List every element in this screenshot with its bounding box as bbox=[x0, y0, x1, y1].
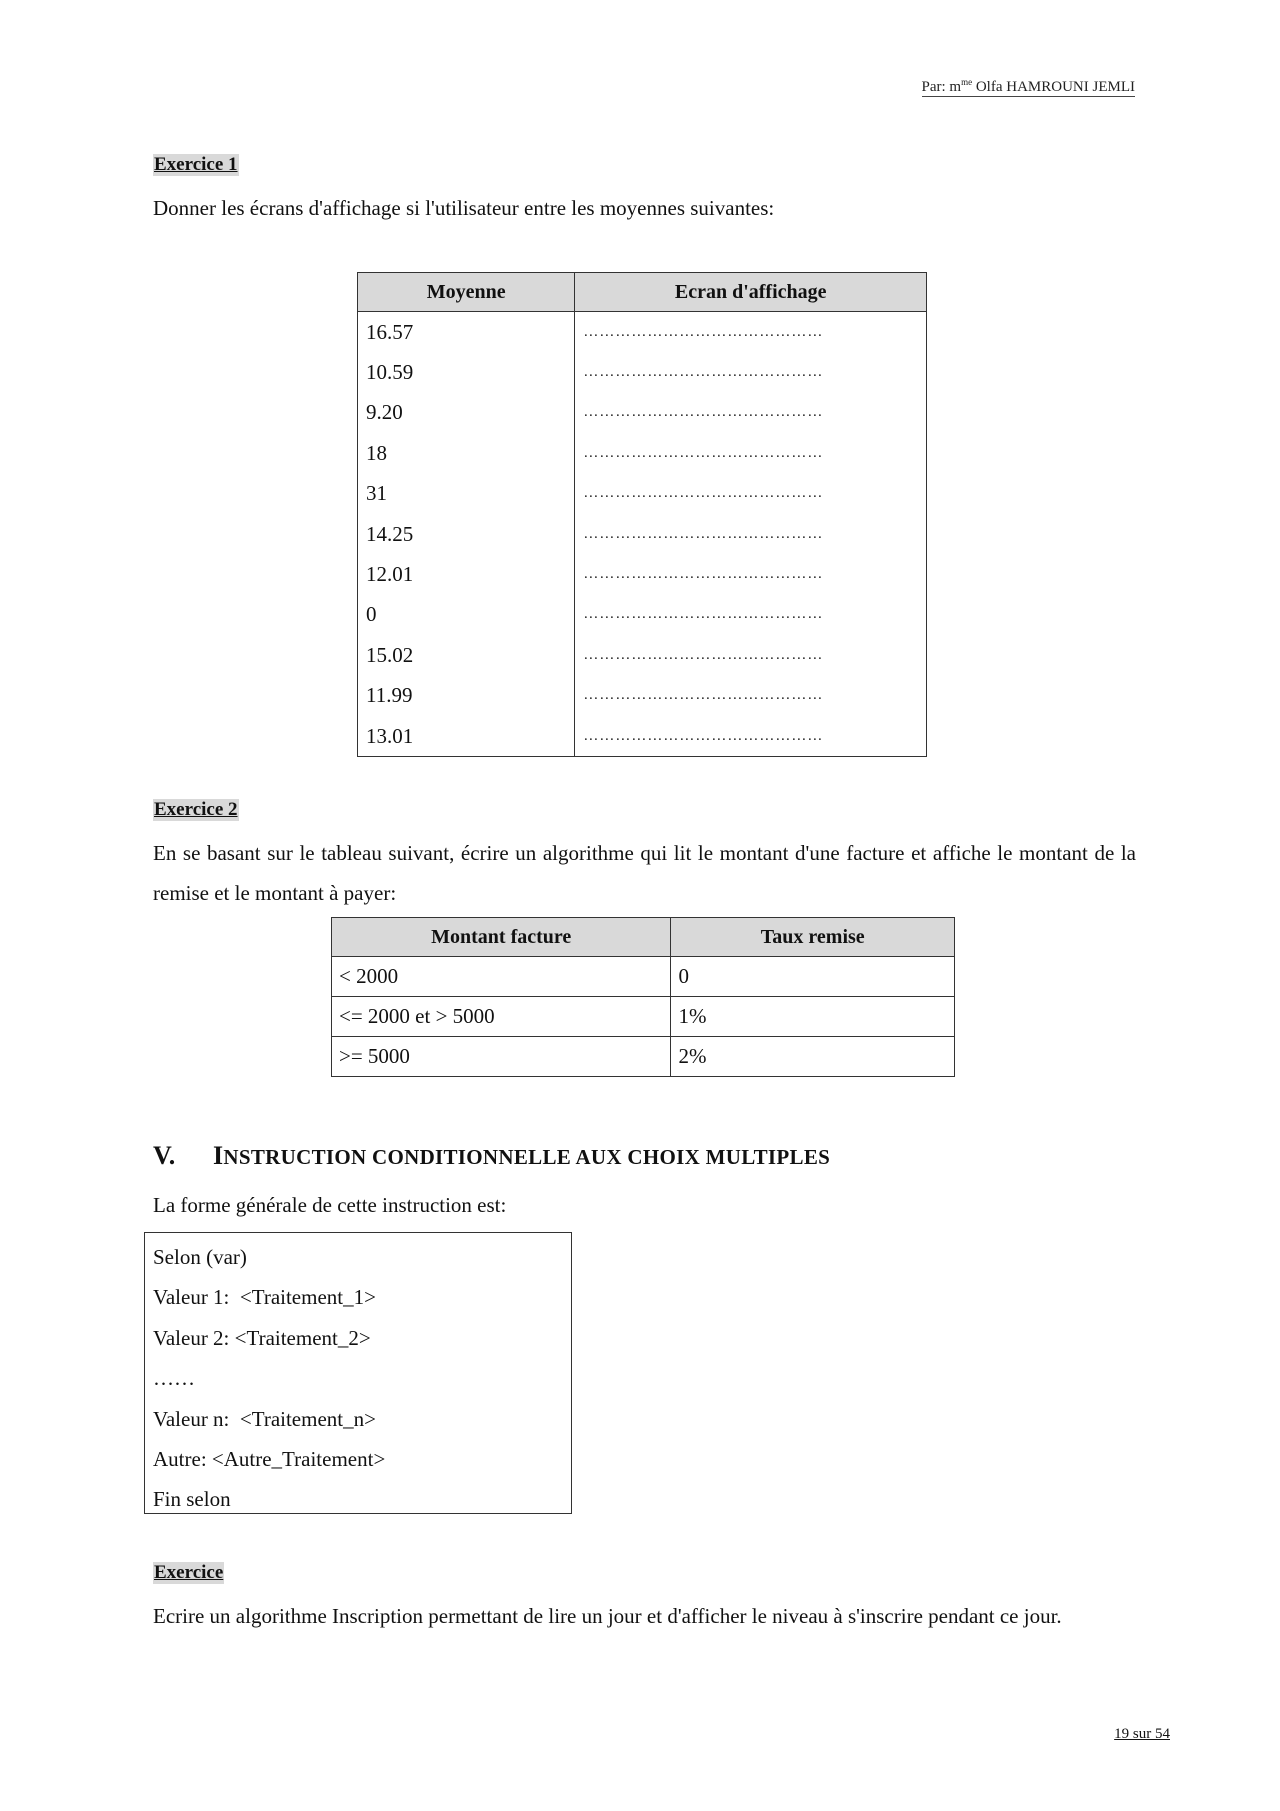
table-row bbox=[358, 595, 927, 635]
header-moyenne: Moyenne bbox=[358, 273, 575, 312]
exercise3-instruction: Ecrire un algorithme Inscription permettant de lire un jour et d'afficher le niveau à s'inscrire pendant ce jour. bbox=[153, 1604, 1062, 1628]
answer-blank: ……………………………………… bbox=[575, 716, 927, 757]
moyenne-value: 9.20 bbox=[358, 393, 575, 433]
moyenne-value: 31 bbox=[358, 474, 575, 514]
taux-cell: 0 bbox=[671, 957, 955, 997]
moyenne-value: 12.01 bbox=[358, 554, 575, 594]
table-row bbox=[332, 997, 955, 1037]
code-line: Valeur 1: <Traitement_1> bbox=[153, 1285, 376, 1310]
table-header-row bbox=[332, 918, 955, 957]
exercise3-title: Exercice bbox=[154, 1562, 224, 1583]
exercise2-instruction: En se basant sur le tableau suivant, écrire un algorithme qui lit le montant d'une facture et affiche le montant de la remise et le montant à payer: bbox=[153, 841, 1136, 905]
moyenne-value: 10.59 bbox=[358, 352, 575, 392]
moyenne-value: 0 bbox=[358, 595, 575, 635]
section-title-initial: I bbox=[213, 1141, 224, 1170]
section-heading bbox=[153, 1141, 830, 1171]
code-line: Valeur 2: <Traitement_2> bbox=[153, 1325, 371, 1350]
table-row bbox=[358, 635, 927, 675]
table-row bbox=[358, 676, 927, 716]
page-number: 19 sur 54 bbox=[1114, 1726, 1170, 1742]
table-row bbox=[358, 554, 927, 594]
code-line: Selon (var) bbox=[153, 1245, 247, 1269]
answer-blank: ……………………………………… bbox=[575, 312, 927, 353]
montant-cell: < 2000 bbox=[332, 957, 671, 997]
exercise2-title: Exercice 2 bbox=[154, 799, 238, 820]
header-prefix: Par: m bbox=[921, 79, 962, 95]
moyenne-table bbox=[357, 272, 927, 757]
table-row bbox=[358, 433, 927, 473]
code-line: Fin selon bbox=[153, 1487, 231, 1512]
montant-cell: >= 5000 bbox=[332, 1037, 671, 1077]
answer-blank: ……………………………………… bbox=[575, 635, 927, 675]
header-author: Olfa HAMROUNI JEMLI bbox=[972, 79, 1135, 95]
moyenne-value: 11.99 bbox=[358, 676, 575, 716]
section-number: V. bbox=[153, 1141, 176, 1170]
table-row bbox=[358, 474, 927, 514]
exercise1-title: Exercice 1 bbox=[154, 154, 238, 175]
taux-cell: 2% bbox=[671, 1037, 955, 1077]
answer-blank: ……………………………………… bbox=[575, 595, 927, 635]
exercise1-instruction: Donner les écrans d'affichage si l'utilisateur entre les moyennes suivantes: bbox=[153, 196, 775, 220]
taux-cell: 1% bbox=[671, 997, 955, 1037]
selon-syntax-box bbox=[144, 1232, 572, 1514]
table-row bbox=[358, 514, 927, 554]
table-row bbox=[358, 352, 927, 392]
header-superscript: me bbox=[961, 77, 973, 87]
answer-blank: ……………………………………… bbox=[575, 554, 927, 594]
table-row bbox=[332, 957, 955, 997]
section-intro: La forme générale de cette instruction est: bbox=[153, 1193, 507, 1217]
moyenne-value: 15.02 bbox=[358, 635, 575, 675]
answer-blank: ……………………………………… bbox=[575, 676, 927, 716]
moyenne-value: 14.25 bbox=[358, 514, 575, 554]
header-taux-remise: Taux remise bbox=[671, 918, 955, 957]
code-line: …… bbox=[153, 1366, 195, 1391]
answer-blank: ……………………………………… bbox=[575, 433, 927, 473]
answer-blank: ……………………………………… bbox=[575, 352, 927, 392]
moyenne-value: 16.57 bbox=[358, 312, 575, 353]
page-header bbox=[922, 74, 1136, 97]
answer-blank: ……………………………………… bbox=[575, 474, 927, 514]
table-row bbox=[358, 312, 927, 353]
section-title-rest: NSTRUCTION CONDITIONNELLE AUX CHOIX MULTIPLES bbox=[223, 1145, 831, 1169]
table-row bbox=[358, 716, 927, 757]
answer-blank: ……………………………………… bbox=[575, 514, 927, 554]
moyenne-value: 18 bbox=[358, 433, 575, 473]
code-line: Autre: <Autre_Traitement> bbox=[153, 1447, 386, 1472]
header-ecran-affichage: Ecran d'affichage bbox=[575, 273, 927, 312]
code-line: Valeur n: <Traitement_n> bbox=[153, 1406, 376, 1431]
table-row bbox=[332, 1037, 955, 1077]
remise-table bbox=[331, 917, 955, 1077]
table-row bbox=[358, 393, 927, 433]
moyenne-value: 13.01 bbox=[358, 716, 575, 757]
montant-cell: <= 2000 et > 5000 bbox=[332, 997, 671, 1037]
header-montant-facture: Montant facture bbox=[332, 918, 671, 957]
answer-blank: ……………………………………… bbox=[575, 393, 927, 433]
table-header-row bbox=[358, 273, 927, 312]
